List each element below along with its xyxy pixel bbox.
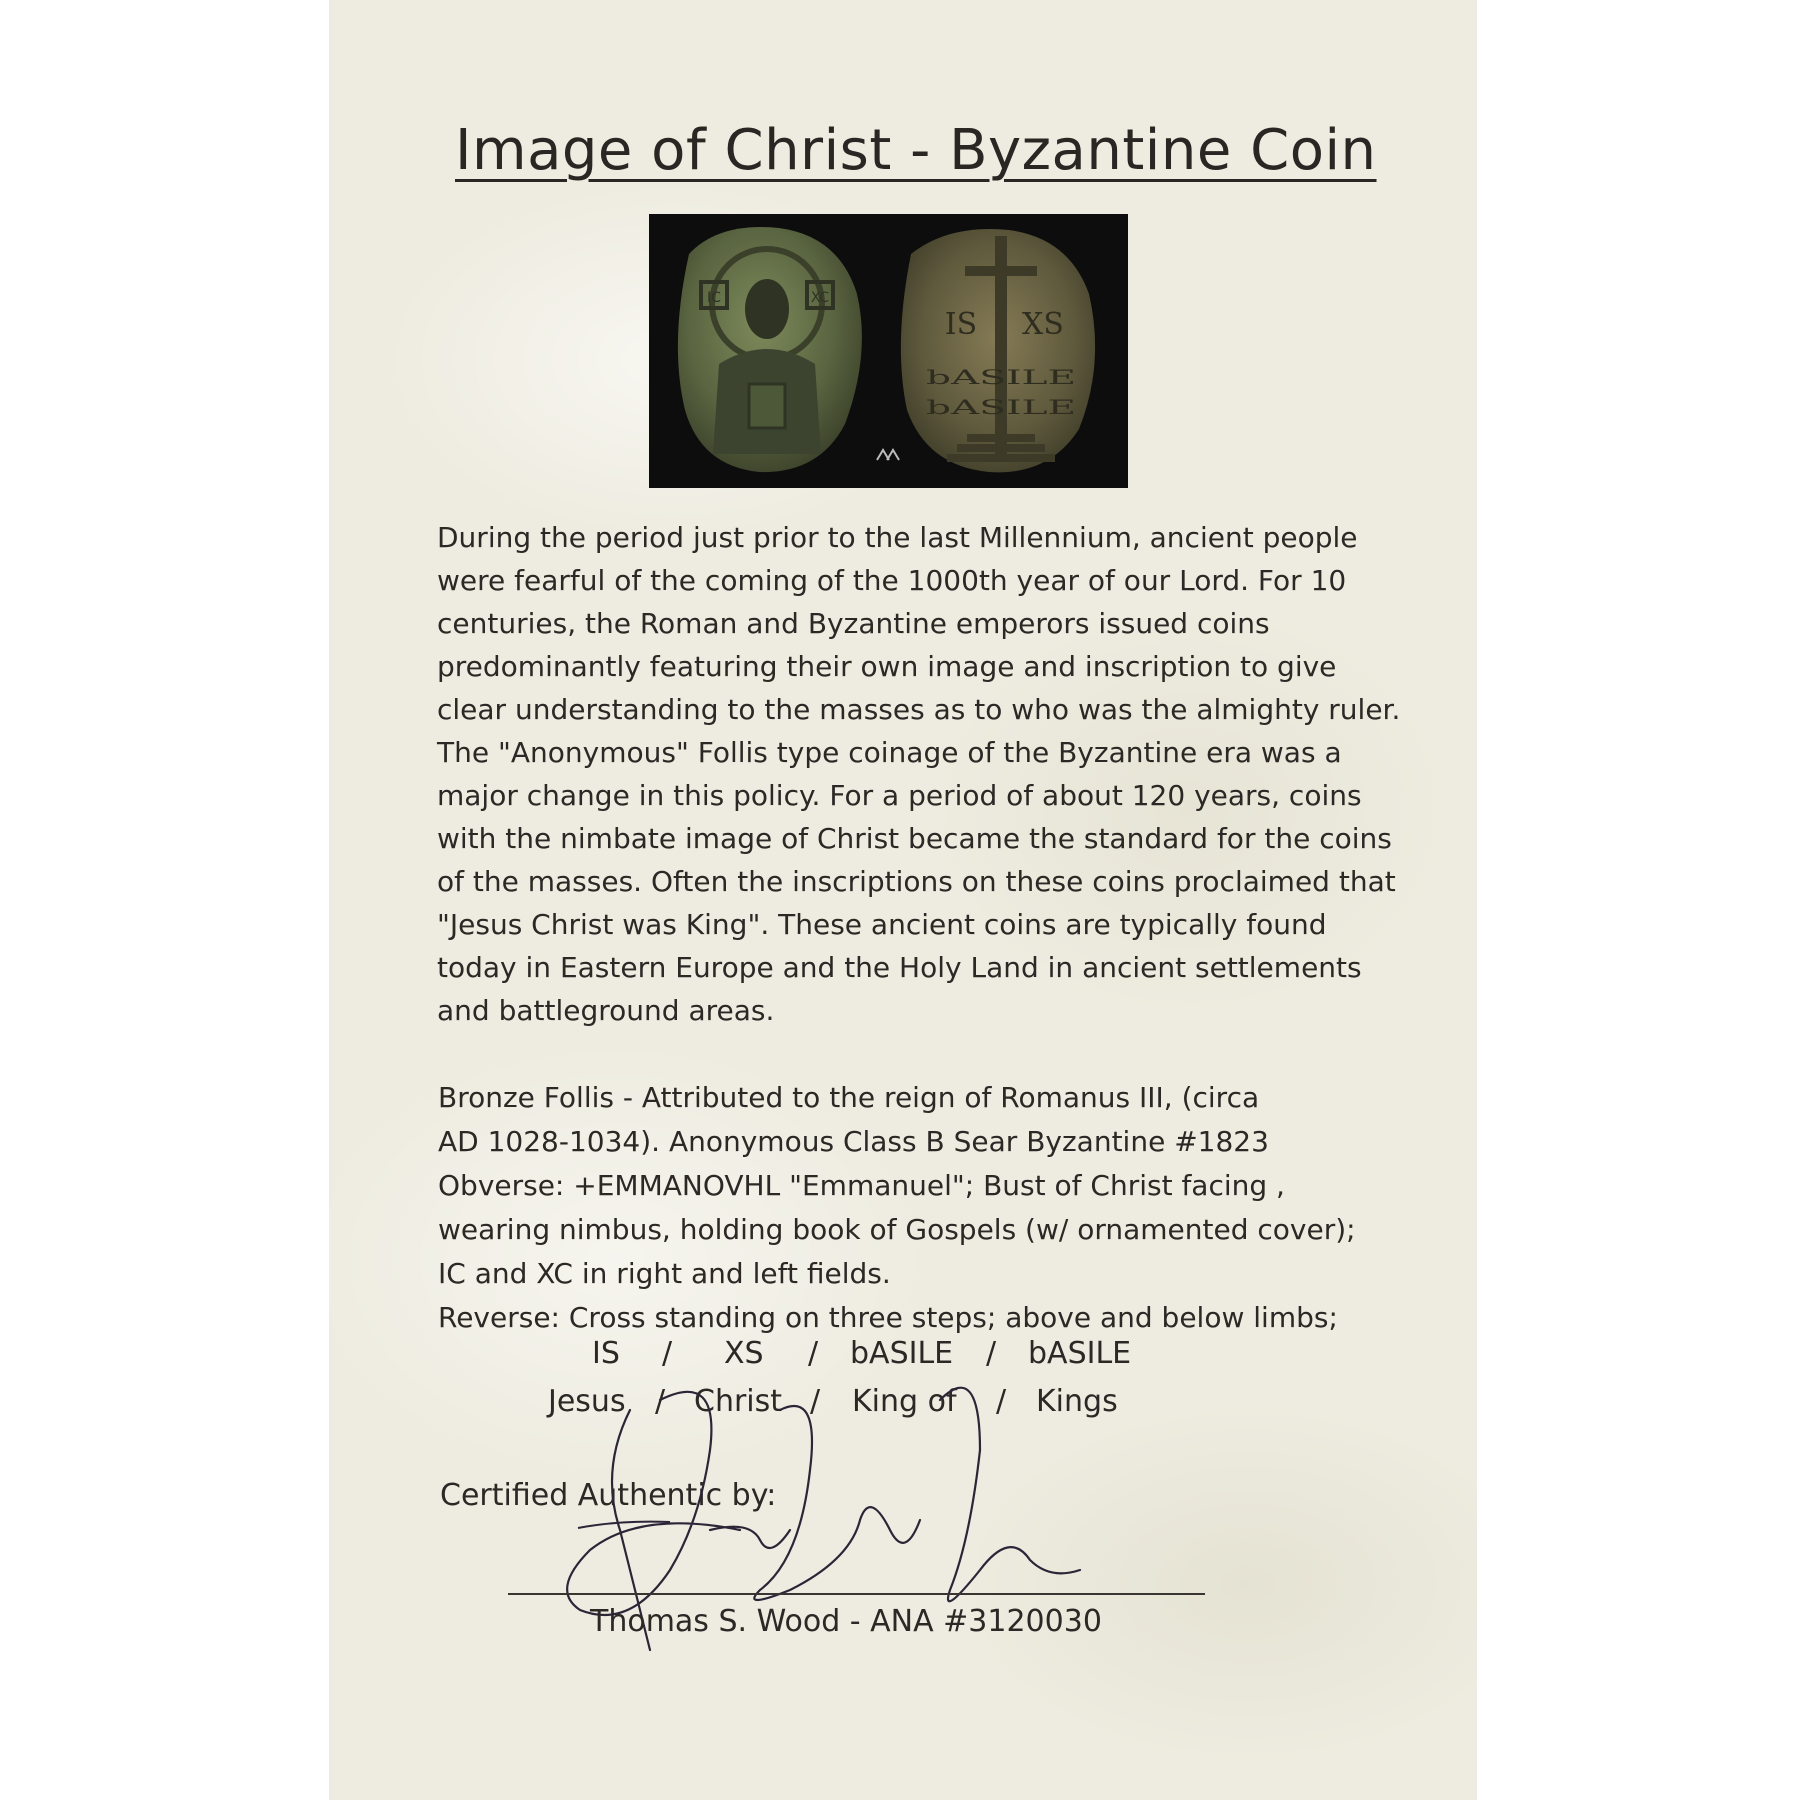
spec-line: IC and XC in right and left fields. <box>438 1257 891 1290</box>
signer-name: Thomas S. Wood - ANA #3120030 <box>590 1604 1102 1639</box>
coin-reverse-basile-1: bASILE <box>926 365 1076 389</box>
coin-reverse-xs: XS <box>1022 307 1064 342</box>
legend-greek-is: IS <box>592 1336 620 1371</box>
coin-reverse-is: IS <box>944 307 978 342</box>
coin-reverse-basile-2: bASILE <box>926 395 1076 419</box>
paragraph-line: with the nimbate image of Christ became the standard for the coins <box>437 822 1392 855</box>
coin-photo <box>649 214 1128 488</box>
legend-greek-basile-1: bASILE <box>850 1336 954 1371</box>
paragraph-line: major change in this policy. For a period of about 120 years, coins <box>437 779 1362 812</box>
legend-greek-slash: / <box>986 1336 997 1371</box>
spec-line: Reverse: Cross standing on three steps; above and below limbs; <box>438 1301 1338 1334</box>
spec-line: AD 1028-1034). Anonymous Class B Sear Byzantine #1823 <box>438 1125 1269 1158</box>
paragraph-line: "Jesus Christ was King". These ancient coins are typically found <box>437 908 1327 941</box>
paragraph-line: were fearful of the coming of the 1000th year of our Lord. For 10 <box>437 564 1347 597</box>
paragraph-line: clear understanding to the masses as to who was the almighty ruler. <box>437 693 1401 726</box>
certified-label: Certified Authentic by: <box>440 1478 777 1513</box>
document-title: Image of Christ - Byzantine Coin <box>455 118 1377 183</box>
coin-specification <box>438 1076 1368 1340</box>
history-paragraph <box>437 516 1401 1032</box>
legend-english-king-of: King of <box>852 1384 957 1419</box>
paragraph-line: of the masses. Often the inscriptions on these coins proclaimed that <box>437 865 1396 898</box>
paragraph-line: today in Eastern Europe and the Holy Land in ancient settlements <box>437 951 1362 984</box>
coin-obverse <box>678 227 862 472</box>
legend-greek-xs: XS <box>724 1336 764 1371</box>
spec-line: Bronze Follis - Attributed to the reign of Romanus III, (circa <box>438 1081 1260 1114</box>
signature-line <box>508 1593 1205 1595</box>
coin-reverse <box>901 229 1095 472</box>
legend-english-slash: / <box>655 1384 666 1419</box>
legend-english-jesus: Jesus <box>548 1384 626 1419</box>
spec-line: wearing nimbus, holding book of Gospels (w/ ornamented cover); <box>438 1213 1356 1246</box>
paragraph-line: centuries, the Roman and Byzantine emperors issued coins <box>437 607 1270 640</box>
coin-obverse-ic: IC <box>707 290 721 306</box>
legend-english-christ: Christ <box>694 1384 783 1419</box>
legend-english-slash: / <box>810 1384 821 1419</box>
spec-line: Obverse: +EMMANOVHL "Emmanuel"; Bust of Christ facing , <box>438 1169 1285 1202</box>
legend-greek-basile-2: bASILE <box>1028 1336 1132 1371</box>
paragraph-line: predominantly featuring their own image and inscription to give <box>437 650 1337 683</box>
legend-greek-slash: / <box>662 1336 673 1371</box>
paragraph-line: The "Anonymous" Follis type coinage of the Byzantine era was a <box>437 736 1342 769</box>
paragraph-line: and battleground areas. <box>437 994 775 1027</box>
legend-greek-slash: / <box>808 1336 819 1371</box>
coin-obverse-xc: XC <box>810 290 830 306</box>
paragraph-line: During the period just prior to the last Millennium, ancient people <box>437 521 1358 554</box>
legend-english-slash: / <box>996 1384 1007 1419</box>
legend-english-kings: Kings <box>1036 1384 1118 1419</box>
